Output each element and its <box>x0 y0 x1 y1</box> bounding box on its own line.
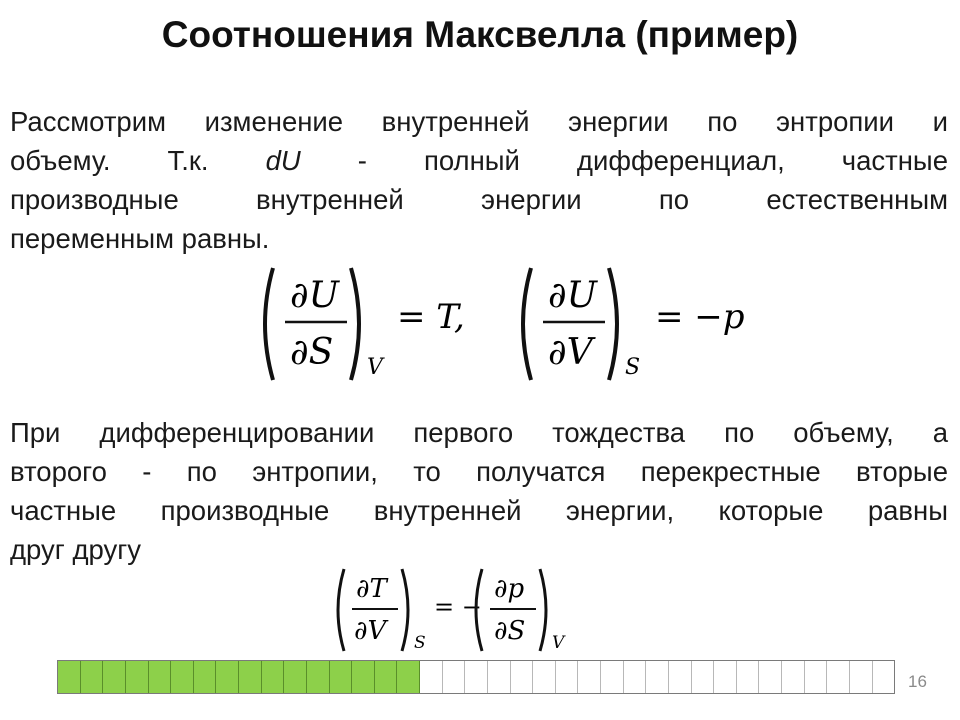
second-line-3: частные производные внутренней энергии, которые равны <box>10 495 948 526</box>
eq2-numerator: ∂U <box>548 275 597 316</box>
intro-line-1: Рассмотрим изменение внутренней энергии по энтропии и <box>10 106 948 137</box>
du-symbol: dU <box>265 145 301 176</box>
intro-line-2 <box>10 141 948 180</box>
progress-cell-filled <box>397 661 420 693</box>
eq2-denominator: ∂V <box>548 332 593 373</box>
progress-cell-empty <box>488 661 511 693</box>
progress-cell-empty <box>556 661 579 693</box>
second-line-2: второго - по энтропии, то получатся перекрестные вторые <box>10 456 948 487</box>
right-paren <box>351 268 359 380</box>
progress-cell-empty <box>511 661 534 693</box>
progress-cell-empty <box>692 661 715 693</box>
progress-cell-filled <box>103 661 126 693</box>
progress-cell-empty <box>624 661 647 693</box>
progress-cell-filled <box>216 661 239 693</box>
progress-cell-empty <box>850 661 873 693</box>
progress-cell-empty <box>465 661 488 693</box>
eq1-group <box>265 268 465 380</box>
formula-1-svg <box>255 262 755 387</box>
progress-cell-empty <box>805 661 828 693</box>
progress-cell-filled <box>81 661 104 693</box>
left-paren <box>265 268 273 380</box>
progress-cell-empty <box>737 661 760 693</box>
formula-2-svg <box>330 565 590 657</box>
progress-cell-filled <box>352 661 375 693</box>
progress-cell-empty <box>646 661 669 693</box>
progress-cell-empty <box>533 661 556 693</box>
progress-cell-filled <box>171 661 194 693</box>
eq2-subscript: S <box>625 355 641 380</box>
progress-cell-filled <box>375 661 398 693</box>
formula-partial-derivatives <box>255 262 755 387</box>
lhs-subscript: S <box>414 633 426 653</box>
formula-maxwell-relation <box>330 565 590 657</box>
eq2-group <box>523 268 745 380</box>
right-paren <box>402 569 408 651</box>
slide-title: Соотношения Максвелла (пример) <box>161 14 799 55</box>
eq2-rhs: = −p <box>655 297 745 337</box>
intro-line-3: производные внутренней энергии по естественным <box>10 184 948 215</box>
right-paren <box>540 569 546 651</box>
right-paren <box>609 268 617 380</box>
progress-cell-empty <box>601 661 624 693</box>
lhs-numerator: ∂T <box>356 574 387 604</box>
progress-cell-empty <box>782 661 805 693</box>
progress-cell-empty <box>759 661 782 693</box>
slide-progress-bar <box>57 660 895 694</box>
progress-cell-empty <box>443 661 466 693</box>
lhs-denominator: ∂V <box>354 616 387 646</box>
progress-cell-empty <box>669 661 692 693</box>
progress-cell-filled <box>284 661 307 693</box>
equals-minus: = − <box>434 593 482 621</box>
eq1-numerator: ∂U <box>290 275 339 316</box>
intro-paragraph <box>10 102 948 258</box>
progress-cell-filled <box>149 661 172 693</box>
progress-cell-empty <box>714 661 737 693</box>
second-line-4: друг другу <box>10 534 142 565</box>
left-paren <box>523 268 531 380</box>
progress-cell-filled <box>58 661 81 693</box>
eq1-denominator: ∂S <box>290 332 334 373</box>
progress-cell-filled <box>126 661 149 693</box>
rhs-denominator: ∂S <box>494 616 526 646</box>
intro-line-2-rest: - полный дифференциал, частные <box>300 145 948 176</box>
eq1-rhs: = T, <box>397 297 465 337</box>
rhs-subscript: V <box>552 633 565 653</box>
progress-cell-empty <box>827 661 850 693</box>
progress-cell-filled <box>194 661 217 693</box>
progress-cell-filled <box>239 661 262 693</box>
page-number: 16 <box>908 672 927 691</box>
intro-line-2-start: объему. Т.к. <box>10 145 266 176</box>
progress-cell-filled <box>262 661 285 693</box>
rhs-numerator: ∂p <box>494 574 525 604</box>
progress-cell-filled <box>330 661 353 693</box>
progress-cell-empty <box>873 661 895 693</box>
progress-cell-empty <box>420 661 443 693</box>
left-paren <box>338 569 344 651</box>
second-line-1: При дифференцировании первого тождества по объему, а <box>10 417 948 448</box>
second-paragraph <box>10 413 948 569</box>
progress-cell-filled <box>307 661 330 693</box>
progress-cell-empty <box>578 661 601 693</box>
eq1-subscript: V <box>367 355 383 380</box>
intro-line-4: переменным равны. <box>10 223 270 254</box>
